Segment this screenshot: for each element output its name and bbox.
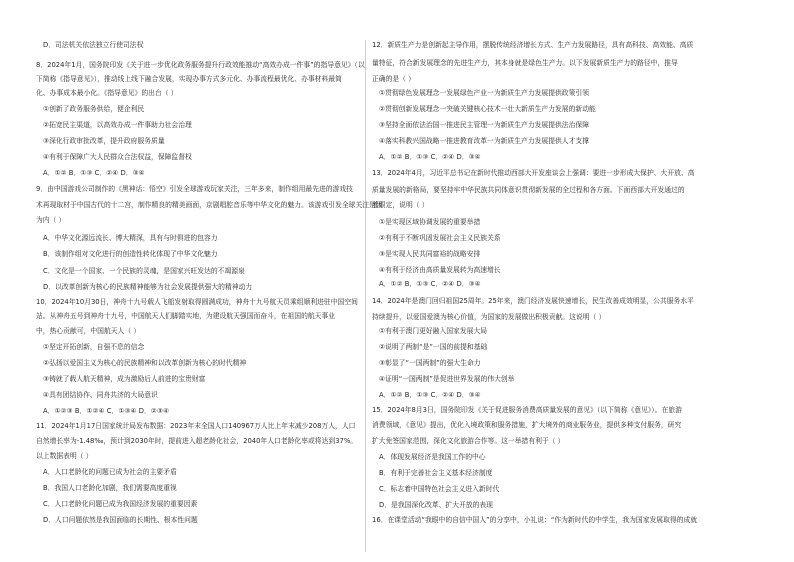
left-line-2: 8．2024年1月，国务院印发《关于进一步优化政务服务提升行政效能推动“高效办成一件事”的指导意见》（以 (36, 61, 365, 69)
right-line-30: D．是我国深化改革、扩大开放的表现 (379, 501, 493, 509)
right-line-22: ④证明“一国两制”是促进世界发展的伟大创举 (379, 375, 515, 383)
left-line-23: ④具有团结协作、同舟共济的大局意识 (43, 391, 158, 399)
left-line-19: 中，热心贡献可，中国航天人（ ） (36, 327, 141, 335)
right-line-16: A．①② B．①③ C．②④ D．③④ (379, 280, 481, 288)
right-line-1: 12．新质生产力是创新起主导作用，摆脱传统经济增长方式、生产力发展路径，具有高科技、高效能、高质 (372, 41, 694, 49)
right-line-2: 量特征，符合新发展理念的先进生产力，其本身就是绿色生产力。以下发展新质生产力的路径中，推导 (372, 59, 678, 67)
right-line-14: ③是实现人民共同富裕的战略安排 (379, 250, 481, 258)
right-line-29: C．标志着中国特色社会主义进入新时代 (379, 485, 500, 493)
left-line-10: 9．由中国游戏公司制作的《黑神话：悟空》引发全球游戏玩家关注，三年多来，制作组用最先进的游戏技 (36, 185, 353, 193)
left-line-22: ③铸就了载人航天精神，成为激励后人前进的宝贵财富 (43, 375, 206, 383)
left-line-18: 站。从神舟五号到神舟十九号，中国航天人们脚踏实地，为建设航天强国而奋斗，在祖国的航天事业 (36, 312, 336, 320)
left-line-13: A．中华文化源远流长、博大精深，具有与时俱进的包容力 (43, 234, 218, 242)
right-line-7: ④落实科教兴国战略一推进教育改革一为新质生产力发展提供人才支撑 (379, 137, 589, 145)
left-line-14: B．该制作组对文化进行的创造性转化体现了中华文化魅力 (43, 250, 218, 258)
right-line-27: A．体现发展经济是我国工作的中心 (379, 453, 486, 461)
right-line-15: ④有利于经济由高质量发展转为高速增长 (379, 266, 501, 274)
right-line-9: 13．2024年4月，习近平总书记在新时代推动西部大开发座谈会上强调：要进一步形成大保护、大开放、高 (372, 169, 695, 177)
left-line-30: C．人口老龄化问题已成为我国经济发展的重要因素 (43, 500, 198, 508)
left-line-15: C．文化是一个国家、一个民族的灵魂，是国家兴旺发达的不竭源泉 (43, 267, 245, 275)
left-line-5: ①创新了政务服务供给，便企利民 (43, 105, 145, 113)
left-line-8: ④有利于保障广大人民群众合法权益，保障监督权 (43, 153, 192, 161)
right-line-25: 消费领域，《意见》提出，优化入境政策和服务措施，扩大境外的商业服务业，提供多种支付服务，研究 (372, 421, 682, 429)
right-line-24: 15．2024年8月3日，国务院印发《关于促进服务消费高质量发展的意见》（以下简称《意见》）。在旅游 (372, 406, 682, 414)
right-line-23: A．①② B．①③ C．②④ D．③④ (379, 391, 481, 399)
right-line-5: ②贯彻创新发展理念一突破关键核心技术一壮大新质生产力发展的新动能 (379, 105, 596, 113)
right-line-10: 质量发展的新格局，要坚持牢中华民族共同体意识贯彻新发展的全过程和各方面。下面西部大开发通过的 (372, 186, 685, 194)
left-line-29: B．我国人口老龄化加剧，我们需要高度重视 (43, 484, 177, 492)
left-line-7: ③深化行政审批改革，提升政府服务质量 (43, 137, 165, 145)
left-line-6: ②拓宽民主渠道，以高效办成一件事助力社会治理 (43, 121, 192, 129)
right-line-8: A．①② B．①③ C．②④ D．③④ (379, 153, 481, 161)
left-line-12: 为内（ ） (36, 216, 66, 224)
left-line-3: 下简称《指导意见》），推动线上线下融合发展，实现办事方式多元化、办事流程最优化、办事材料最简 (36, 75, 342, 83)
right-line-13: ②有利于不断巩固发展社会主义民族关系 (379, 234, 501, 242)
left-line-24: A．①②③ B．①②④ C．①③④ D．②③④ (43, 407, 170, 415)
column-divider (365, 40, 366, 552)
left-line-27: 以上数据表明（ ） (36, 452, 93, 460)
left-line-25: 11．2024年1月17日国家统计局发布数据：2023年末全国人口140967万人比上年末减少208万人，人口 (36, 422, 356, 430)
right-line-31: 16．在课堂活动“我眼中的自信中国人”的分享中，小礼说：“作为新时代的中学生，我为国家发展取得的成就 (372, 516, 698, 524)
right-line-3: 正确的是（ ） (372, 75, 415, 83)
left-line-21: ②弘扬以爱国主义为核心的民族精神和以改革创新为核心的时代精神 (43, 359, 247, 367)
left-line-20: ①坚定开拓创新，自强不息的信念 (43, 343, 145, 351)
right-line-18: 持续提升，以爱国爱澳为核心价值，为国家的发展做出积极贡献。这说明（ ） (372, 313, 606, 321)
right-line-28: B．有利于完善社会主义基本经济制度 (379, 469, 493, 477)
right-line-21: ③彰显了“一国两制”的强大生命力 (379, 359, 481, 367)
left-line-11: 术再现取材于中国古代的十二宫，制作精良的精美画面，京剧唱腔音乐等中华文化的魅力。该游戏引发全球关注是因 (36, 201, 383, 209)
left-line-1: D．司法机关依法独立行使司法权 (43, 41, 144, 49)
right-line-12: ①是实现区域协调发展的重要举措 (379, 218, 481, 226)
right-line-4: ①贯彻绿色发展理念一发展绿色产业一为新质生产力发展提供政策引领 (379, 89, 589, 97)
left-line-4: 化、办事成本最小化。《指导意见》的出台（ ） (36, 89, 178, 97)
right-line-19: ①有利于澳门更好融入国家发展大局 (379, 327, 488, 335)
right-line-6: ③坚持全面依法治国一推进民主管理一为新质生产力发展提供法治保障 (379, 121, 589, 129)
left-line-17: 10．2024年10月30日，神舟十九号载人飞船发射取得圆满成功，神舟十九号航天员乘组顺利进驻中国空间 (36, 298, 358, 306)
right-line-20: ②说明了两制“是”一国的前提和基础 (379, 343, 488, 351)
right-line-17: 14．2024年是澳门回归祖国25周年。25年来，澳门经济发展快速增长，民生改善成效明显，公共服务水平 (372, 297, 694, 305)
left-line-31: D．人口问题依然是我国面临的长期性、根本性问题 (43, 516, 198, 524)
left-line-9: A．①② B．①③ C．②④ D．③④ (43, 169, 145, 177)
right-line-26: 扩大免签国家范围，深化文化旅游合作等。这一举措有利于（ ） (372, 437, 565, 445)
left-line-16: D．以改革创新为核心的民族精神能够为社会发展提供强大的精神动力 (43, 283, 253, 291)
right-line-11: 着眼定，说明（ ） (372, 201, 429, 209)
left-line-26: 自然增长率为-1.48‰，预计到2030年时，提前进入超老龄化社会，2040年人口老龄化率或将达到37%。 (36, 437, 358, 445)
left-line-28: A．人口老龄化的问题已成为社会的主要矛盾 (43, 468, 177, 476)
